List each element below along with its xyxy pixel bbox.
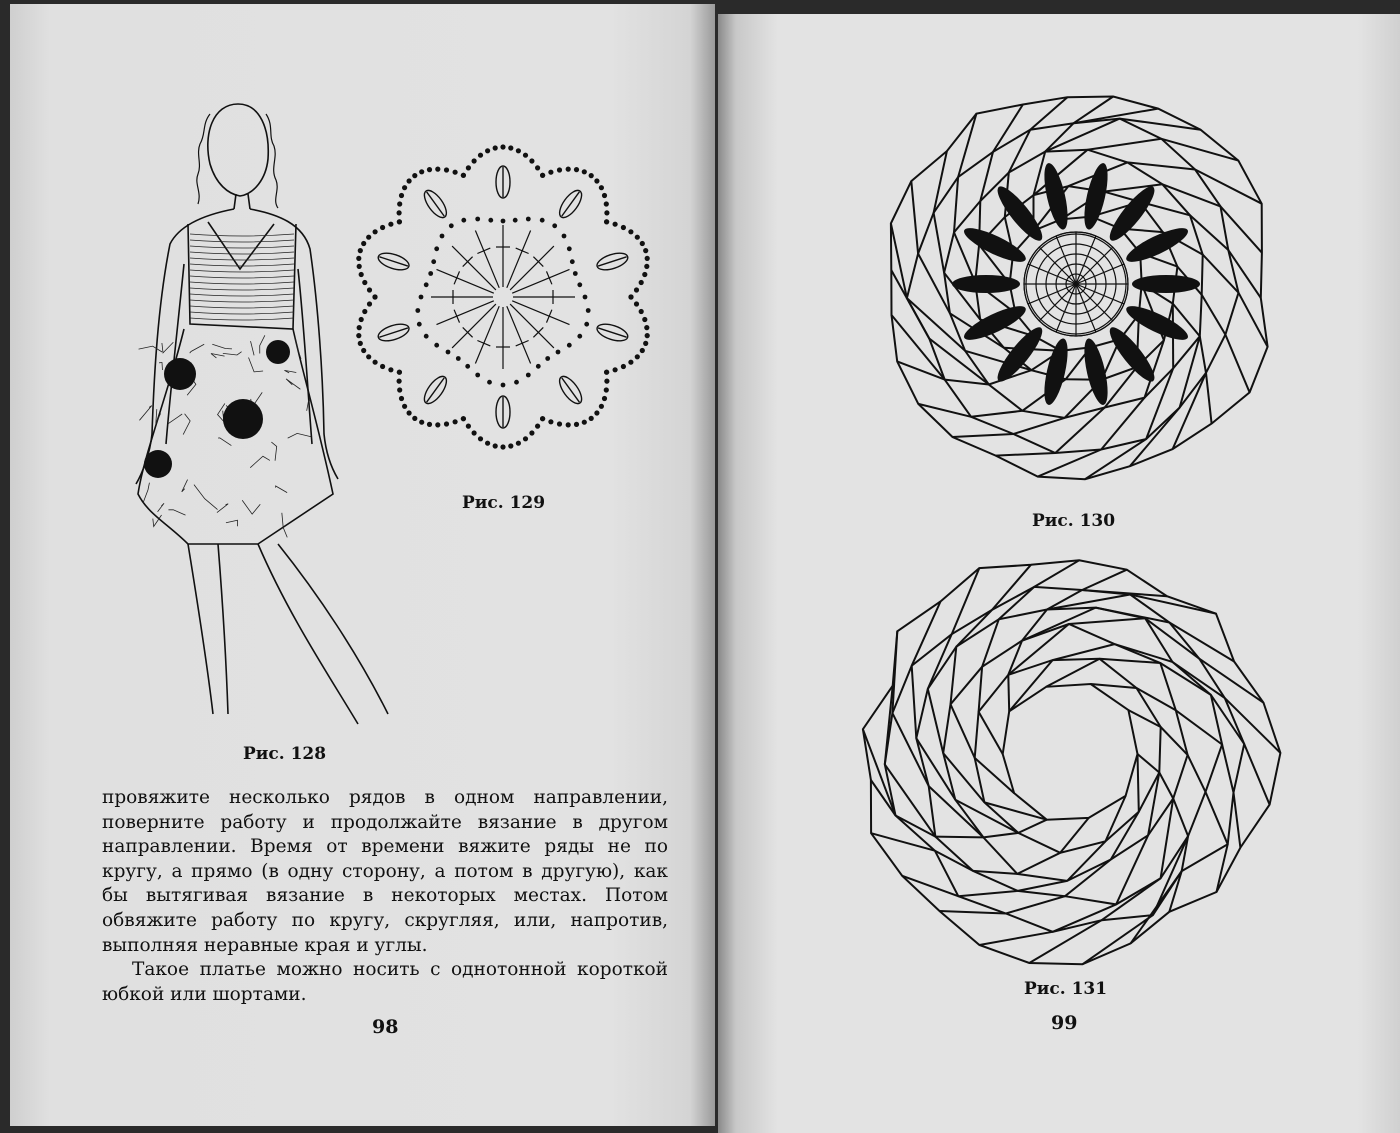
figure-128-caption: Рис. 128 <box>243 744 327 764</box>
right-page <box>718 14 1400 1133</box>
paragraph-2: Такое платье можно носить с однотонной короткой юбкой или шортами. <box>102 959 668 1005</box>
figure-131-caption: Рис. 131 <box>1024 979 1108 999</box>
paragraph-1: провяжите несколько рядов в одном направлении, поверните работу и продолжайте вязание в другом направлении. Время от времени вяжите ряды не по кругу, а прямо (в одну сторону, а потом в другую), как бы вытягивая вязание в некоторых местах. Потом обвяжите работу по кругу, скругляя, или, напротив, выполняя неравные края и углы. <box>102 787 668 956</box>
figure-130-caption: Рис. 130 <box>1032 511 1116 531</box>
body-text <box>102 786 668 1007</box>
figure-130-flower-motif <box>866 74 1286 494</box>
page-number-right: 99 <box>1051 1012 1078 1034</box>
figure-131-flower-motif <box>848 549 1288 959</box>
page-number-left: 98 <box>372 1016 399 1038</box>
figure-129-caption: Рис. 129 <box>462 493 546 513</box>
figure-129-crochet-diagram <box>348 142 658 452</box>
left-page <box>10 4 715 1126</box>
